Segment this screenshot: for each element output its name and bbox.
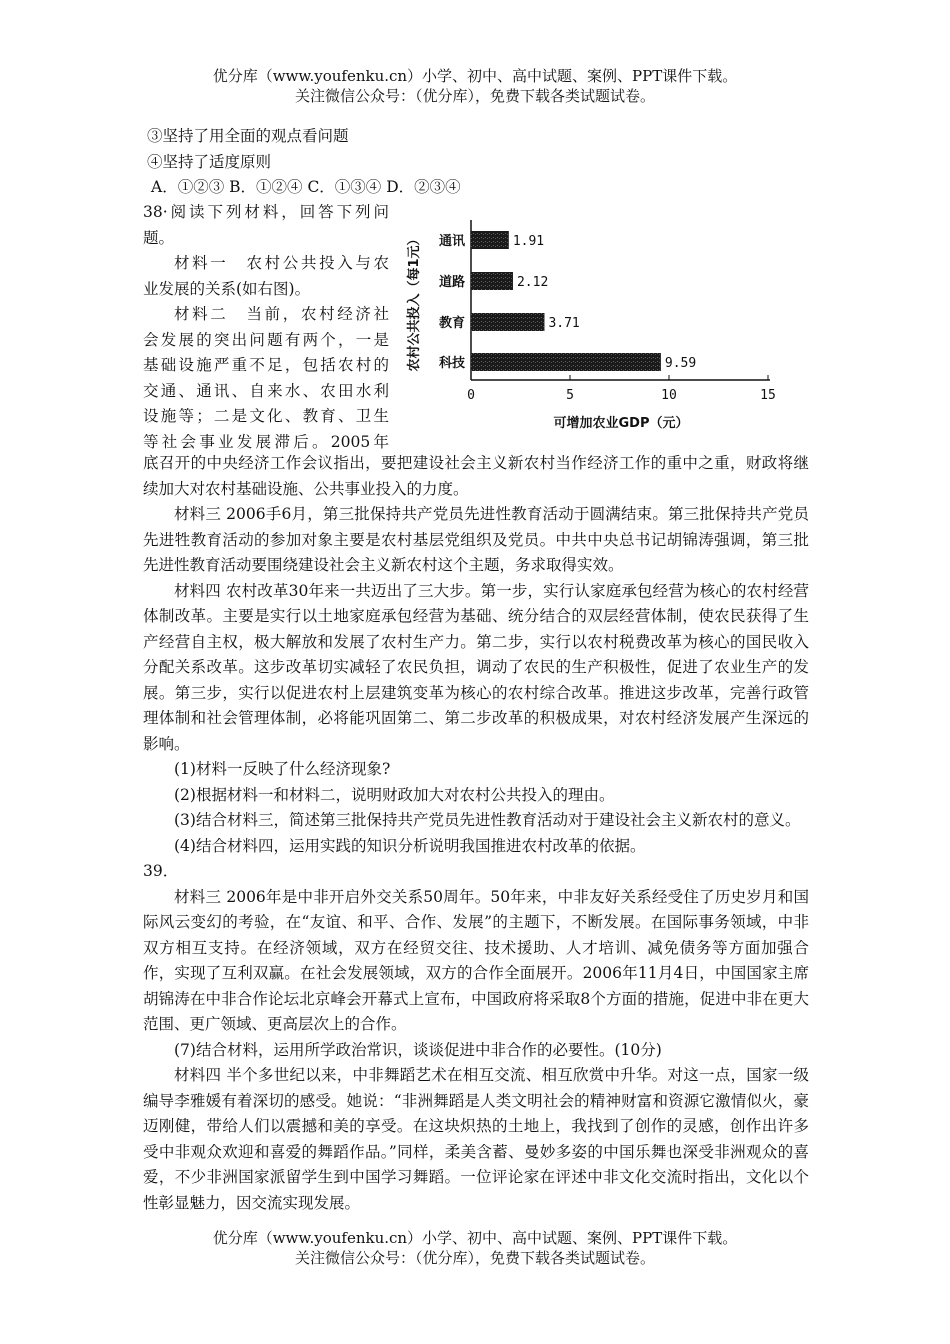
x-tick-label-3: 15 xyxy=(760,388,776,403)
material-1-line-1: 材料一 农村公共投入与农 xyxy=(174,254,389,272)
bar-1 xyxy=(471,272,513,290)
value-label-3: 9.59 xyxy=(664,356,697,371)
material-2-line-2: 会发展的突出问题有两个，一是 xyxy=(143,330,389,349)
rural-investment-chart xyxy=(400,212,800,442)
q39-number: 39． xyxy=(143,862,179,880)
value-label-1: 2.12 xyxy=(516,275,549,290)
value-label-2: 3.71 xyxy=(548,316,580,331)
material-4: 材料四 农村改革30年来一共迈出了三大步。第一步，实行认家庭承包经营为核心的农村经营体制改革。主要是实行以土地家庭承包经营为基础、统分结合的双层经营体制，使农民获得了生产经营自主权，极大解放和发展了农村生产力。第二步，实行以农村税费改革为核心的国民收入分配关系改革。这步改革切实减轻了农民负担，调动了农民的生产积极性，促进了农业生产的发展。第三步，实行以促进农村上层建筑变革为核心的农村综合改革。推进这步改革，完善行政管理体制和社会管理体制，必将能巩固第二、第二步改革的积极成果，对农村经济发展产生深远的影响。 xyxy=(143,581,809,753)
value-label-0: 1.91 xyxy=(512,234,545,249)
q39-material-4: 材料四 半个多世纪以来，中非舞蹈艺术在相互交流、相互欣赏中升华。对这一点，国家一级编导李雅媛有着深切的感受。她说：“非洲舞蹈是人类文明社会的精神财富和资源它激情似火，豪迈刚健，带给人们以震撼和美的享受。在这块炽热的土地上，我找到了创作的灵感，创作出许多受中非观众欢迎和喜爱的舞蹈作品。”同样，柔美含蓄、曼妙多姿的中国乐舞也深受非洲观众的喜爱，不少非洲国家派留学生到中国学习舞蹈。一位评论家在评述中非文化交流时指出，文化以个性彰显魅力，因交流实现发展。 xyxy=(143,1066,809,1212)
top-options xyxy=(143,124,809,201)
page-header xyxy=(0,66,950,106)
material-2-line-4: 交通、通讯、自来水、农田水利 xyxy=(143,381,389,400)
material-2-continuation: 底召开的中央经济工作会议指出，要把建设社会主义新农村当作经济工作的重中之重，财政将继续加大对农村基础设施、公共事业投入的力度。 xyxy=(143,454,809,498)
material-2-line-3: 基础设施严重不足，包括农村的 xyxy=(143,356,389,374)
header-line-2: 关注微信公众号：（优分库），免费下载各类试题试卷。 xyxy=(294,87,655,105)
material-2-line-6: 等社会事业发展滞后。2005年 xyxy=(143,432,389,451)
chart-x-axis-label: 可增加农业GDP（元） xyxy=(553,416,689,431)
chart-y-axis-label: 农村公共投入（每1元） xyxy=(407,232,422,372)
question-1: (1)材料一反映了什么经济现象? xyxy=(174,760,391,778)
category-label-2: 教育 xyxy=(438,316,465,331)
category-label-3: 科技 xyxy=(438,356,465,371)
option-3: ③坚持了用全面的观点看问题 xyxy=(147,127,349,145)
page-footer xyxy=(0,1228,950,1268)
q38-intro-column xyxy=(143,200,389,455)
category-label-0: 通讯 xyxy=(438,234,465,249)
material-2-line-5: 设施等；二是文化、教育、卫生 xyxy=(143,407,389,425)
footer-line-1: 优分库（www.youfenku.cn）小学、初中、高中试题、案例、PPT课件下载。 xyxy=(212,1229,738,1247)
q38-title-end: 题。 xyxy=(143,228,175,247)
q38-body xyxy=(143,451,809,1216)
x-tick-label-2: 10 xyxy=(661,388,677,403)
x-tick-label-0: 0 xyxy=(467,388,475,403)
footer-line-2: 关注微信公众号：（优分库），免费下载各类试题试卷。 xyxy=(294,1249,655,1267)
category-label-1: 道路 xyxy=(438,275,465,290)
material-3: 材料三 2006手6月，第三批保持共产党员先进性教育活动于圆满结束。第三批保持共产党员先进牲教育活动的参加对象主要是农村基层党组织及党员。中共中央总书记胡锦涛强调，第三批先进性教育活动要围绕建设社会主义新农村这个主题，务求取得实效。 xyxy=(143,505,809,574)
question-7: (7)结合材料，运用所学政治常识，谈谈促进中非合作的必要性。(10分) xyxy=(174,1040,662,1059)
question-3: (3)结合材料三，简述第三批保持共产党员先进性教育活动对于建设社会主义新农村的意义。 xyxy=(174,811,801,829)
material-1-line-2: 业发展的关系(如右图)。 xyxy=(143,279,311,298)
bar-0 xyxy=(471,231,509,249)
bar-3 xyxy=(471,353,661,371)
question-4: (4)结合材料四，运用实践的知识分析说明我国推进农村改革的依据。 xyxy=(174,836,646,855)
question-2: (2)根据材料一和材料二，说明财政加大对农村公共投入的理由。 xyxy=(174,785,615,804)
option-4: ④坚持了适度原则 xyxy=(147,152,272,171)
q38-title: 38·阅读下列材料，回答下列问 xyxy=(143,203,389,221)
x-tick-label-1: 5 xyxy=(566,388,574,403)
answer-choices: A．①②③ B．①②④ C．①③④ D．②③④ xyxy=(151,178,461,196)
q39-material-3: 材料三 2006年是中非开启外交关系50周年。50年来，中非友好关系经受住了历史岁月和国际风云变幻的考验，在“友谊、和平、合作、发展”的主题下，不断发展。在国际事务领域，中非双方相互支持。在经济领域，双方在经贸交往、技术援助、人才培训、减免债务等方面加强合作，实现了互利双赢。在社会发展领域，双方的合作全面展开。2006年11月4日，中国国家主席胡锦涛在中非合作论坛北京峰会开幕式上宣布，中国政府将采取8个方面的措施，促进中非在更大范围、更广领域、更高层次上的合作。 xyxy=(143,887,809,1033)
material-2-line-1: 材料二 当前，农村经济社 xyxy=(174,305,389,323)
bar-2 xyxy=(471,313,544,331)
header-line-1: 优分库（www.youfenku.cn）小学、初中、高中试题、案例、PPT课件下载。 xyxy=(212,67,738,85)
